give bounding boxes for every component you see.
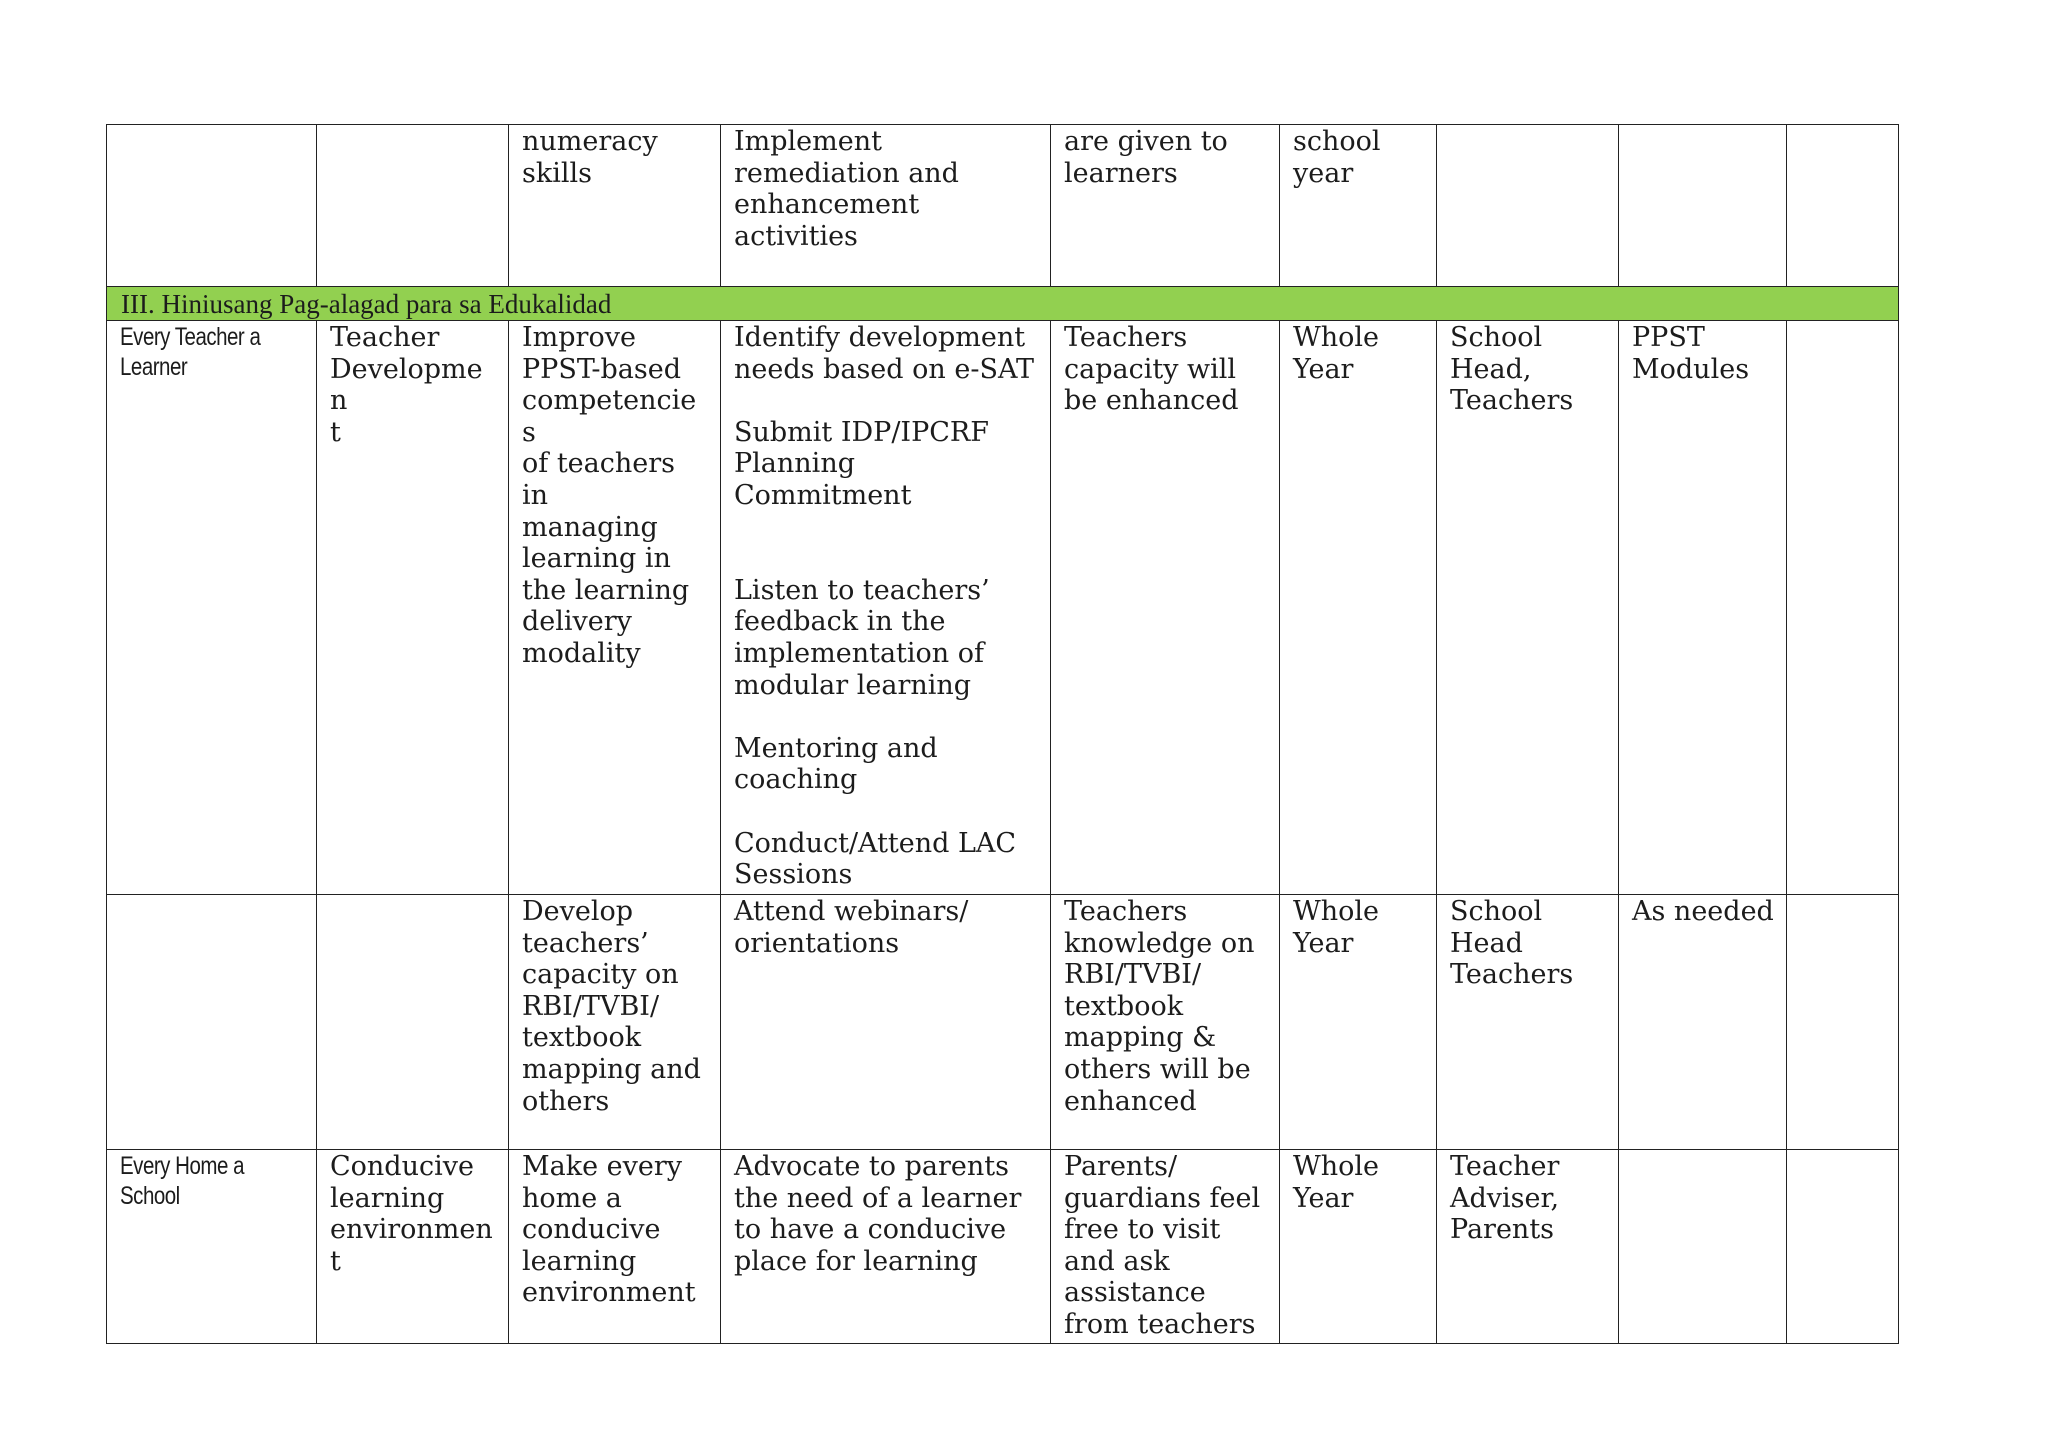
table-cell-outcome: Teachers knowledge on RBI/TVBI/ textbook mapping & others will be enhanced [1051,895,1280,1150]
section-header-row [107,287,1899,321]
table-cell-pillar [107,125,317,287]
table-cell-resources [1619,1150,1787,1344]
table-cell-outcome: Teachers capacity will be enhanced [1051,321,1280,895]
table-cell-resources: As needed [1619,895,1787,1150]
table-cell-area: Teacher Developmen t [317,321,509,895]
table-cell-area [317,895,509,1150]
table-cell-timeframe: Whole Year [1280,321,1437,895]
table-cell-objective: Develop teachers’ capacity on RBI/TVBI/ textbook mapping and others [509,895,721,1150]
table-cell-objective: numeracy skills [509,125,721,287]
table-cell-persons: School Head, Teachers [1437,321,1619,895]
table-row [107,895,1899,1150]
table-cell-persons [1437,125,1619,287]
table-cell-objective: Improve PPST-based competencies of teachers in managing learning in the learning delivery modality [509,321,721,895]
table-cell-outcome: are given to learners [1051,125,1280,287]
table-cell-extra [1787,895,1899,1150]
table-row [107,125,1899,287]
table-cell-extra [1787,1150,1899,1344]
plan-table [106,124,1899,1344]
table-cell-timeframe: Whole Year [1280,1150,1437,1344]
table-cell-activities: Implement remediation and enhancement activities [721,125,1051,287]
table-cell-timeframe: Whole Year [1280,895,1437,1150]
table-cell-persons: Teacher Adviser, Parents [1437,1150,1619,1344]
table-cell-activities: Identify development needs based on e-SAT Submit IDP/IPCRF Planning Commitment Listen to teachers’ feedback in the implementation of modular learning Mentoring and coaching Conduct/Attend LAC Sessions [721,321,1051,895]
table-cell-objective: Make every home a conducive learning environment [509,1150,721,1344]
table-cell-area: Conducive learning environmen t [317,1150,509,1344]
table-cell-extra [1787,321,1899,895]
table-row [107,321,1899,895]
table-cell-extra [1787,125,1899,287]
table-cell-resources: PPST Modules [1619,321,1787,895]
table-cell-timeframe: school year [1280,125,1437,287]
table-cell-pillar: Every Home a School [107,1150,317,1344]
table-cell-outcome: Parents/ guardians feel free to visit and ask assistance from teachers [1051,1150,1280,1344]
table-cell-area [317,125,509,287]
table-row [107,1150,1899,1344]
table-cell-persons: School Head Teachers [1437,895,1619,1150]
table-cell-activities: Advocate to parents the need of a learner to have a conducive place for learning [721,1150,1051,1344]
table-cell-pillar [107,895,317,1150]
table-cell-activities: Attend webinars/ orientations [721,895,1051,1150]
table-cell-resources [1619,125,1787,287]
section-header: III. Hiniusang Pag-alagad para sa Edukalidad [107,287,1899,321]
table-cell-pillar: Every Teacher a Learner [107,321,317,895]
